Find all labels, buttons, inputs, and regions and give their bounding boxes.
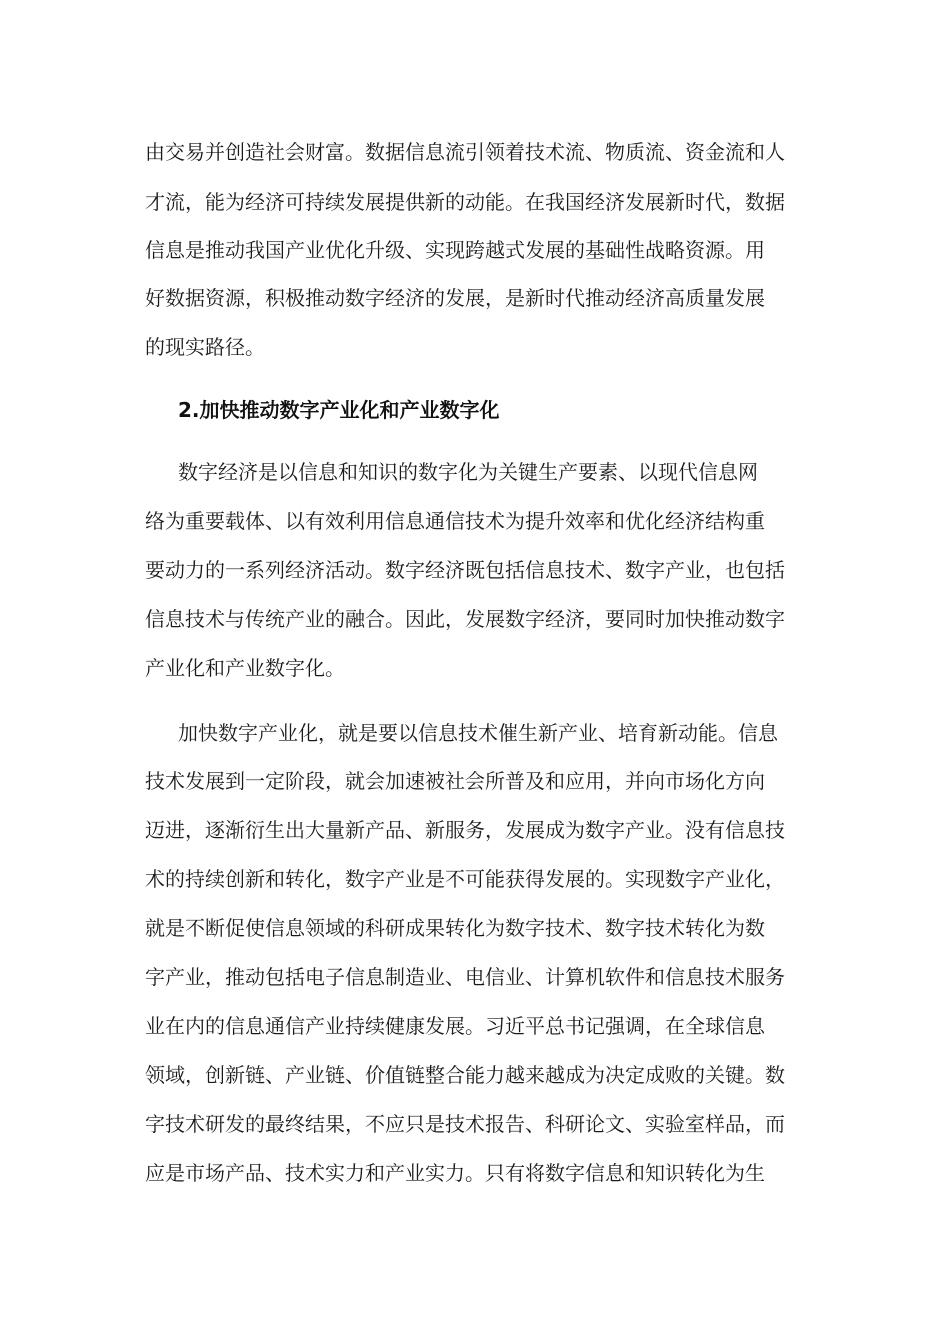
paragraph-1-line-5: 的现实路径。 bbox=[145, 335, 265, 359]
paragraph-3-line-6: 字产业，推动包括电子信息制造业、电信业、计算机软件和信息技术服务 bbox=[145, 965, 785, 989]
paragraph-2-line-2: 络为重要载体、以有效利用信息通信技术为提升效率和优化经济结构重 bbox=[145, 509, 765, 533]
paragraph-3-line-4: 术的持续创新和转化，数字产业是不可能获得发展的。实现数字产业化， bbox=[145, 867, 785, 891]
paragraph-3-line-2: 技术发展到一定阶段，就会加速被社会所普及和应用，并向市场化方向 bbox=[145, 769, 765, 793]
paragraph-1-line-1: 由交易并创造社会财富。数据信息流引领着技术流、物质流、资金流和人 bbox=[145, 140, 785, 164]
paragraph-2-line-3: 要动力的一系列经济活动。数字经济既包括信息技术、数字产业，也包括 bbox=[145, 558, 785, 582]
paragraph-1-line-4: 好数据资源，积极推动数字经济的发展，是新时代推动经济高质量发展 bbox=[145, 286, 765, 310]
paragraph-3-line-3: 迈进，逐渐衍生出大量新产品、新服务，发展成为数字产业。没有信息技 bbox=[145, 818, 785, 842]
paragraph-3-line-7: 业在内的信息通信产业持续健康发展。习近平总书记强调，在全球信息 bbox=[145, 1014, 765, 1038]
paragraph-3-line-1: 加快数字产业化，就是要以信息技术催生新产业、培育新动能。信息 bbox=[178, 721, 778, 745]
paragraph-1-line-2: 才流，能为经济可持续发展提供新的动能。在我国经济发展新时代，数据 bbox=[145, 190, 785, 214]
paragraph-3-line-10: 应是市场产品、技术实力和产业实力。只有将数字信息和知识转化为生 bbox=[145, 1161, 765, 1185]
paragraph-2-line-5: 产业化和产业数字化。 bbox=[145, 656, 345, 680]
paragraph-2-line-1: 数字经济是以信息和知识的数字化为关键生产要素、以现代信息网 bbox=[178, 460, 758, 484]
paragraph-3-line-9: 字技术研发的最终结果，不应只是技术报告、科研论文、实验室样品，而 bbox=[145, 1112, 785, 1136]
section-heading: 2.加快推动数字产业化和产业数字化 bbox=[178, 398, 500, 422]
paragraph-1-line-3: 信息是推动我国产业优化升级、实现跨越式发展的基础性战略资源。用 bbox=[145, 238, 765, 262]
paragraph-3-line-8: 领域，创新链、产业链、价值链整合能力越来越成为决定成败的关键。数 bbox=[145, 1063, 785, 1087]
paragraph-3-line-5: 就是不断促使信息领域的科研成果转化为数字技术、数字技术转化为数 bbox=[145, 916, 765, 940]
paragraph-2-line-4: 信息技术与传统产业的融合。因此，发展数字经济，要同时加快推动数字 bbox=[145, 607, 785, 631]
